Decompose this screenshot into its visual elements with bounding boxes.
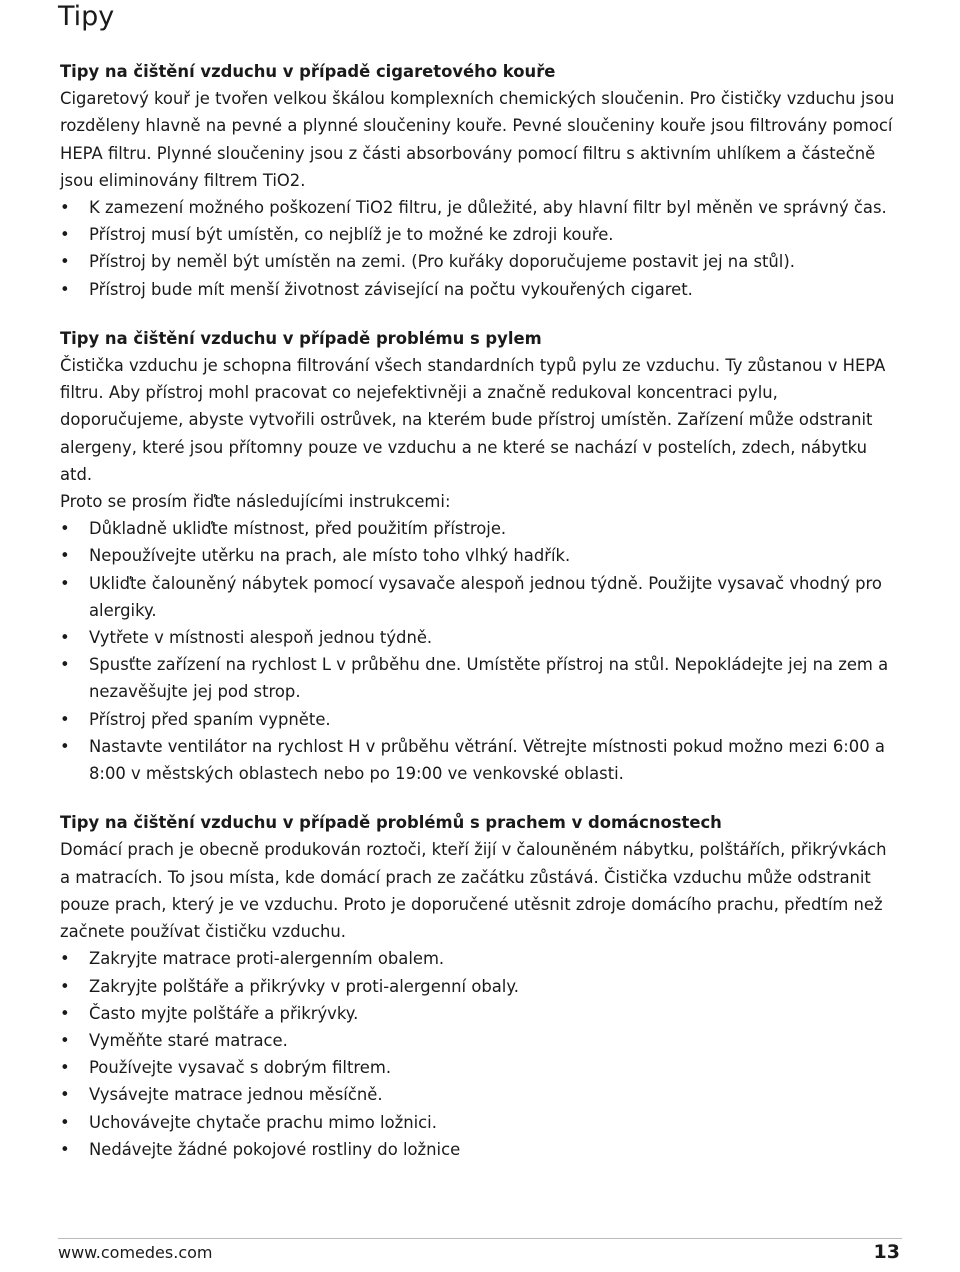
list-item-text: Vysávejte matrace jednou měsíčně. <box>89 1085 383 1105</box>
list-item-text: Nedávejte žádné pokojové rostliny do ložnice <box>89 1139 461 1159</box>
list-item-text: Přístroj by neměl být umístěn na zemi. (Pro kuřáky doporučujeme postavit jej na stůl). <box>89 252 795 272</box>
list-item <box>60 221 900 248</box>
section-heading: Tipy na čištění vzduchu v případě cigaretového kouře <box>60 62 556 81</box>
list-item-text: Vytřete v místnosti alespoň jednou týdně. <box>89 628 433 648</box>
list-item <box>60 973 900 1000</box>
list-item <box>60 570 900 624</box>
bullet-icon: • <box>60 198 70 218</box>
list-item-text: Přístroj bude mít menší životnost závisející na počtu vykouřených cigaret. <box>89 279 693 299</box>
bullet-icon: • <box>60 949 70 969</box>
paragraph: Domácí prach je obecně produkován roztoči, kteří žijí v čalouněném nábytku, polštářích, přikrývkách a matracích. To jsou místa, kde domácí prach ze začátku zůstává. Čistička vzduchu může odstranit pouze prach, který je ve vzduchu. Proto je doporučené utěsnit zdroje domácího prachu, předtím než začnete používat čističku vzduchu. <box>60 840 887 942</box>
list-item-text: Přístroj před spaním vypněte. <box>89 709 331 729</box>
bullet-icon: • <box>60 655 70 675</box>
bullet-icon: • <box>60 573 70 593</box>
bullet-icon: • <box>60 1139 70 1159</box>
bullet-icon: • <box>60 736 70 756</box>
bullet-icon: • <box>60 1112 70 1132</box>
bullet-icon: • <box>60 252 70 272</box>
section-pollen <box>60 325 900 787</box>
list-item <box>60 733 900 787</box>
section-house-dust <box>60 809 900 1163</box>
bullet-icon: • <box>60 519 70 539</box>
list-item-text: Uchovávejte chytače prachu mimo ložnici. <box>89 1112 437 1132</box>
list-item <box>60 515 900 542</box>
document-content <box>60 58 900 1163</box>
list-item <box>60 1081 900 1108</box>
bullet-icon: • <box>60 225 70 245</box>
paragraph: Cigaretový kouř je tvořen velkou škálou komplexních chemických sloučenin. Pro čističky vzduchu jsou rozděleny hlavně na pevné a plynné sloučeniny kouře. Pevné sloučeniny kouře jsou filtrovány pomocí HEPA filtru. Plynné sloučeniny jsou z části absorbovány pomocí filtru s aktivním uhlíkem a částečně jsou eliminovány filtrem TiO2. <box>60 89 895 190</box>
list-item-text: Zakryjte matrace proti-alergenním obalem. <box>89 949 445 969</box>
list-item <box>60 194 900 221</box>
footer-divider <box>58 1238 902 1239</box>
list-item-text: Spusťte zařízení na rychlost L v průběhu dne. Umístěte přístroj na stůl. Nepokládejte jej na zem a nezavěšujte jej pod strop. <box>89 655 889 702</box>
list-item <box>60 1000 900 1027</box>
bullet-list <box>60 945 900 1163</box>
list-item-text: Často myjte polštáře a přikrývky. <box>89 1003 359 1023</box>
section-heading: Tipy na čištění vzduchu v případě problému s pylem <box>60 328 542 348</box>
page-number: 13 <box>873 1241 900 1263</box>
paragraph: Čistička vzduchu je schopna filtrování všech standardních typů pylu ze vzduchu. Ty zůstanou v HEPA filtru. Aby přístroj mohl pracovat co nejefektivněji a značně redukoval koncentraci pylu, doporučujeme, abyste vytvořili ostrůvek, na kterém bude přístroj umístěn. Zařízení může odstranit alergeny, které jsou přítomny pouze ve vzduchu a ne které se nachází v postelích, zdech, nábytku atd. <box>60 356 886 484</box>
section-cigarette-smoke <box>60 58 900 303</box>
bullet-icon: • <box>60 546 70 566</box>
bullet-list <box>60 515 900 787</box>
list-item <box>60 945 900 972</box>
list-item <box>60 651 900 705</box>
paragraph: Proto se prosím řiďte následujícími instrukcemi: <box>60 492 451 512</box>
bullet-icon: • <box>60 1003 70 1023</box>
list-item <box>60 1136 900 1163</box>
list-item <box>60 276 900 303</box>
list-item <box>60 706 900 733</box>
list-item-text: Ukliďte čalouněný nábytek pomocí vysavače alespoň jednou týdně. Použijte vysavač vhodný pro alergiky. <box>89 573 882 620</box>
list-item-text: Nepoužívejte utěrku na prach, ale místo toho vlhký hadřík. <box>89 546 571 566</box>
list-item <box>60 1109 900 1136</box>
list-item-text: Přístroj musí být umístěn, co nejblíž je to možné ke zdroji kouře. <box>89 225 614 245</box>
list-item-text: K zamezení možného poškození TiO2 filtru, je důležité, aby hlavní filtr byl měněn ve správný čas. <box>89 198 887 218</box>
list-item-text: Zakryjte polštáře a přikrývky v proti-alergenní obaly. <box>89 976 519 996</box>
bullet-icon: • <box>60 279 70 299</box>
bullet-icon: • <box>60 1058 70 1078</box>
bullet-icon: • <box>60 628 70 648</box>
bullet-icon: • <box>60 1085 70 1105</box>
bullet-icon: • <box>60 976 70 996</box>
list-item-text: Vyměňte staré matrace. <box>89 1030 288 1050</box>
list-item-text: Používejte vysavač s dobrým filtrem. <box>89 1058 392 1078</box>
list-item-text: Důkladně ukliďte místnost, před použitím přístroje. <box>89 519 507 539</box>
section-heading: Tipy na čištění vzduchu v případě problémů s prachem v domácnostech <box>60 813 722 833</box>
footer-website: www.comedes.com <box>58 1243 213 1262</box>
list-item <box>60 542 900 569</box>
list-item <box>60 624 900 651</box>
bullet-list <box>60 194 900 303</box>
list-item <box>60 248 900 275</box>
list-item <box>60 1027 900 1054</box>
bullet-icon: • <box>60 1030 70 1050</box>
bullet-icon: • <box>60 709 70 729</box>
page-title: Tipy <box>58 1 115 32</box>
list-item-text: Nastavte ventilátor na rychlost H v průběhu větrání. Větrejte místnosti pokud možno mezi 6:00 a 8:00 v městských oblastech nebo po 19:00 ve venkovské oblasti. <box>89 736 885 784</box>
list-item <box>60 1054 900 1081</box>
